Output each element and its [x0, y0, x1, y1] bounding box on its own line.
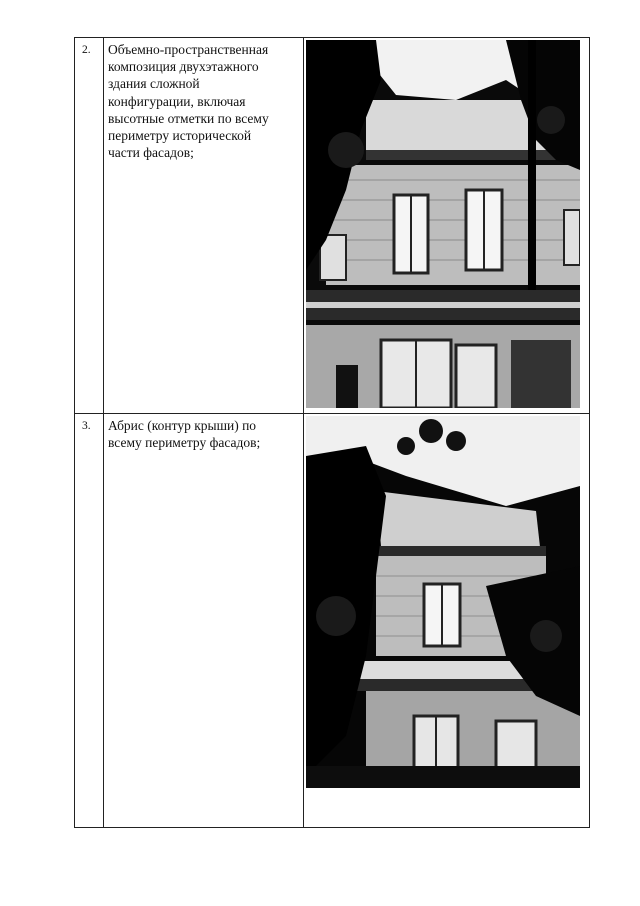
- column-divider-number: [103, 38, 104, 827]
- building-facade-photo: [306, 40, 580, 408]
- row-divider: [75, 413, 589, 414]
- row-number: 2.: [82, 44, 91, 56]
- building-roof-outline-photo-image: [306, 416, 580, 788]
- column-divider-photo: [303, 38, 304, 827]
- row-description: Объемно-пространственная композиция двухэтажного здания сложной конфигурации, включая высотные отметки по всему периметру исторической части фасадов;: [108, 42, 269, 161]
- row-description: Абрис (контур крыши) по всему периметру фасадов;: [108, 418, 261, 451]
- row-number: 3.: [82, 420, 91, 432]
- heritage-table: [74, 37, 590, 828]
- building-facade-photo-image: [306, 40, 580, 408]
- building-roof-outline-photo: [306, 416, 580, 788]
